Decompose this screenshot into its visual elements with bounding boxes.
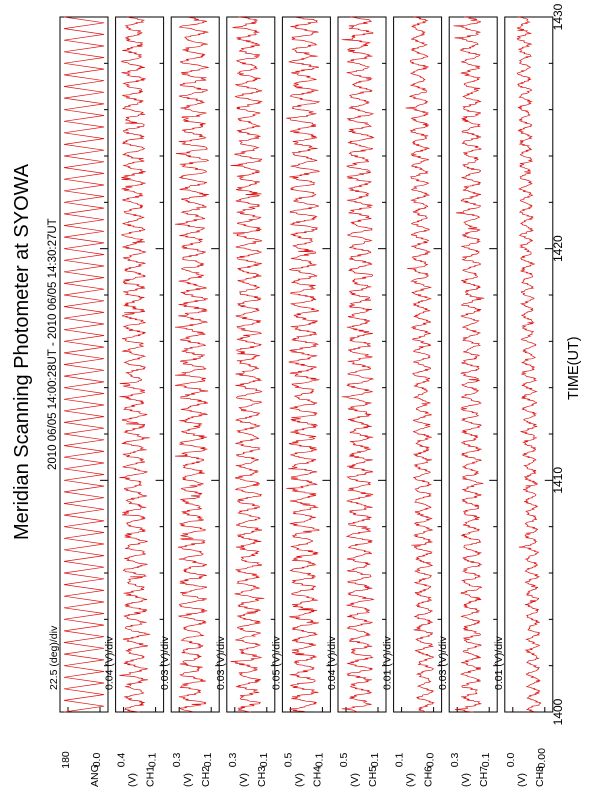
x-axis-label: TIME(UT) <box>566 336 582 400</box>
time-range: 2010 06/05 14:00:28UT - 2010 06/05 14:30:27UT <box>47 218 59 470</box>
panel-tick-high: 0.0 <box>504 752 517 768</box>
panel-frame <box>116 17 164 712</box>
panel-channel-label: ANG <box>89 764 101 787</box>
panel-ch8 <box>493 17 553 787</box>
trace-ch8 <box>517 17 541 712</box>
panel-tick-high: 180 <box>60 751 72 769</box>
time-tick-label: 1410 <box>551 466 565 494</box>
trace-ch2 <box>175 17 209 712</box>
panel-unit-label: (V) <box>126 773 139 787</box>
panel-frame <box>394 17 442 712</box>
panel-ch2 <box>159 17 219 787</box>
panel-tick-high: 0.3 <box>171 752 184 768</box>
panel-channel-label: CH8 <box>533 765 546 787</box>
panel-scale-label: 0.04 (V)/div <box>326 636 338 690</box>
panel-ch3 <box>215 17 275 787</box>
panel-tick-low: 0.1 <box>202 752 215 768</box>
trace-ang <box>64 17 104 712</box>
time-tick-label: 1420 <box>551 235 565 263</box>
panel-tick-high: 0.5 <box>338 752 350 768</box>
panel-channel-label: CH7 <box>478 765 491 787</box>
trace-ch5 <box>342 17 374 712</box>
time-axis-ticks <box>100 3 565 725</box>
panels-group <box>48 17 553 787</box>
panel-ch7 <box>437 17 497 787</box>
panel-scale-label: 0.01 (V)/div <box>381 636 394 690</box>
trace-ch7 <box>454 17 485 712</box>
panel-ch6 <box>382 17 442 787</box>
panel-frame <box>171 17 219 712</box>
panel-frame <box>227 17 275 712</box>
trace-ch1 <box>119 17 150 712</box>
panel-unit-label: (V) <box>293 773 306 787</box>
panel-frame <box>505 17 553 712</box>
panel-scale-label: 0.05 (V)/div <box>270 636 283 690</box>
chart-title: Meridian Scanning Photometer at SYOWA <box>11 163 33 540</box>
time-tick-label: 1430 <box>551 3 565 31</box>
panel-tick-high: 0.1 <box>393 752 406 768</box>
panel-channel-label: CH1 <box>144 765 157 787</box>
panel-tick-low: -0.00 <box>535 748 548 772</box>
panel-unit-label: (V) <box>349 773 361 787</box>
trace-ch6 <box>406 17 434 712</box>
panel-ch4 <box>270 17 330 787</box>
panel-tick-low: 0.1 <box>257 752 270 768</box>
panel-frame <box>60 17 108 712</box>
panel-channel-label: CH6 <box>422 765 435 787</box>
trace-ch4 <box>286 17 319 712</box>
panel-tick-low: 0.0 <box>424 752 437 768</box>
panel-tick-high: 0.4 <box>115 752 128 768</box>
panel-tick-high: 0.3 <box>226 752 239 768</box>
panel-channel-label: CH4 <box>311 765 324 787</box>
panel-channel-label: CH5 <box>367 765 379 787</box>
panel-tick-low: 0.1 <box>480 752 493 768</box>
panel-scale-label: 0.03 (V)/div <box>159 636 172 690</box>
panel-channel-label: CH3 <box>255 765 268 787</box>
panel-ch5 <box>326 17 386 787</box>
panel-unit-label: (V) <box>515 773 528 787</box>
trace-ch3 <box>231 17 265 712</box>
panel-tick-low: 0.0 <box>91 752 103 768</box>
panel-ch1 <box>104 17 164 787</box>
panel-frame <box>282 17 330 712</box>
panel-scale-label: 0.01 (V)/div <box>492 636 505 690</box>
time-tick-label: 1400 <box>551 698 565 726</box>
panel-tick-low: 0.1 <box>146 752 159 768</box>
panel-unit-label: (V) <box>460 773 473 787</box>
panel-unit-label: (V) <box>182 773 195 787</box>
panel-unit-label: (V) <box>404 773 417 787</box>
panel-scale-label: 0.04 (V)/div <box>103 636 116 690</box>
panel-scale-label: 22.5 (deg)/div <box>48 625 60 690</box>
panel-scale-label: 0.03 (V)/div <box>214 636 227 690</box>
panel-frame <box>449 17 497 712</box>
panel-tick-low: 0.1 <box>369 752 381 768</box>
panel-tick-high: 0.3 <box>449 752 462 768</box>
panel-unit-label: (V) <box>237 773 250 787</box>
panel-tick-high: 0.5 <box>282 752 295 768</box>
panel-tick-low: 0.1 <box>313 752 326 768</box>
panel-scale-label: 0.03 (V)/div <box>437 636 450 690</box>
panel-channel-label: CH2 <box>200 765 213 787</box>
